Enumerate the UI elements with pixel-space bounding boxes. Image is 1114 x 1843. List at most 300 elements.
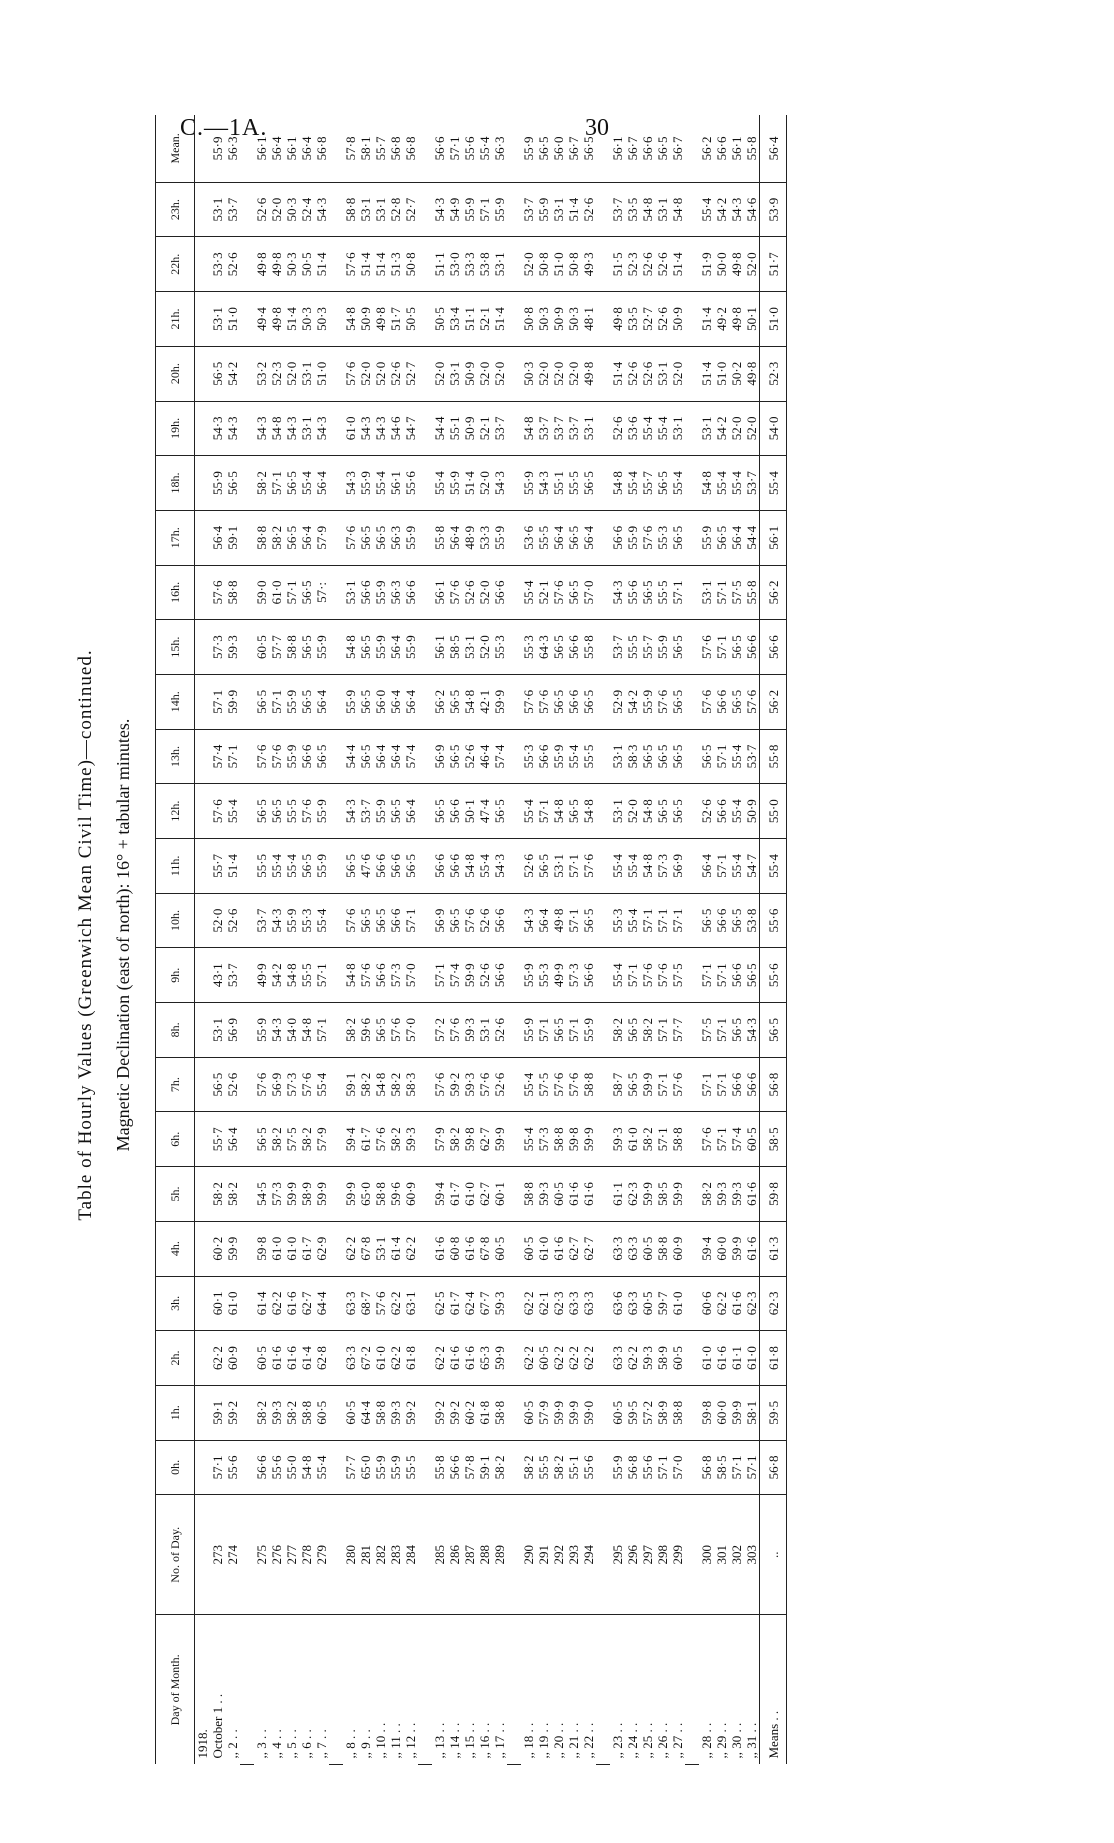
hourly-value: 56·5 [358,510,373,565]
empty-cell [685,115,699,182]
hourly-value: 61·1 [610,1167,625,1222]
hourly-value: 56·4 [314,674,329,729]
hourly-value: 53·5 [625,292,640,347]
hourly-value: 59·5 [625,1385,640,1440]
day-number: 276 [269,1495,284,1615]
hourly-value: 64·4 [358,1385,373,1440]
hourly-value: 59·9 [462,948,477,1003]
hourly-value: 57·1 [714,729,729,784]
hourly-value: 60·1 [492,1167,507,1222]
hourly-value: 56·4 [225,1112,240,1167]
hourly-value: 56·6 [714,893,729,948]
hourly-value: 58·8 [551,1112,566,1167]
table-row [373,115,388,1765]
hourly-value: 56·5 [655,729,670,784]
hourly-value: 53·6 [625,401,640,456]
empty-cell [195,674,211,729]
hourly-value: 56·4 [403,784,418,839]
hourly-value: 54·8 [670,182,685,237]
hourly-value: 62·7 [581,1221,596,1276]
column-header: 19h. [156,401,195,456]
empty-cell [240,1221,254,1276]
hourly-value: 53·1 [492,237,507,292]
hourly-value: 55·9 [314,784,329,839]
hourly-value: 56·5 [625,1003,640,1058]
hourly-value: 51·4 [284,292,299,347]
hourly-value: 64·3 [536,620,551,675]
hourly-value: 54·3 [521,893,536,948]
hourly-value: 57·6 [447,1003,462,1058]
empty-cell [596,1615,610,1765]
hourly-value: 50·9 [462,346,477,401]
hourly-value: 56·3 [388,565,403,620]
hourly-value: 58·2 [299,1112,314,1167]
empty-cell [685,510,699,565]
day-of-month: ,, 18 . . [521,1722,536,1759]
empty-cell [596,674,610,729]
hourly-value: 56·2 [699,115,714,182]
empty-cell [418,1167,432,1222]
hourly-value: 56·7 [566,115,581,182]
hourly-value: 59·9 [729,1385,744,1440]
hourly-value: 52·0 [521,237,536,292]
day-of-month: ,, 19 . . [536,1722,551,1759]
hourly-value: 56·9 [432,729,447,784]
hourly-value: 55·9 [373,1440,388,1495]
empty-cell [507,1167,521,1222]
hourly-value: 55·4 [477,839,492,894]
empty-cell [596,237,610,292]
hourly-value: 57·6 [210,784,225,839]
hourly-value: 53·1 [299,346,314,401]
hourly-value: 56·1 [729,115,744,182]
empty-cell [418,1112,432,1167]
hourly-value: 52·3 [269,346,284,401]
hourly-value: 54·6 [744,182,760,237]
hourly-value: 57·7 [343,1440,358,1495]
empty-cell [596,893,610,948]
hourly-value: 52·0 [477,620,492,675]
hourly-value: 59·9 [225,1221,240,1276]
empty-cell [329,456,343,511]
mean-value: 51·0 [760,292,787,347]
hourly-value: 55·8 [581,620,596,675]
hourly-value: 55·9 [521,456,536,511]
hourly-value: 57·4 [403,729,418,784]
hourly-value: 57·1 [210,1440,225,1495]
hourly-value: 58·8 [254,510,269,565]
hourly-value: 56·5 [670,674,685,729]
day-number: 293 [566,1495,581,1615]
hourly-value: 53·0 [447,237,462,292]
hourly-value: 55·6 [640,1440,655,1495]
hourly-value: 56·5 [314,729,329,784]
hourly-value: 55·6 [581,1440,596,1495]
hourly-value: 50·1 [462,784,477,839]
hourly-value: 50·8 [536,237,551,292]
empty-cell [240,1615,254,1765]
day-number: 287 [462,1495,477,1615]
hourly-value: 62·2 [403,1221,418,1276]
mean-value: 51·7 [760,237,787,292]
empty-cell [195,182,211,237]
hourly-value: 52·0 [551,346,566,401]
hourly-value: 63·3 [625,1221,640,1276]
hourly-value: 57·1 [477,182,492,237]
hourly-value: 55·5 [254,839,269,894]
hourly-value: 56·4 [581,510,596,565]
empty-cell [685,237,699,292]
hourly-value: 57·1 [314,1003,329,1058]
hourly-value: 60·0 [714,1221,729,1276]
hourly-value: 59·9 [314,1167,329,1222]
empty-cell [685,1276,699,1331]
hourly-value: 52·6 [492,1003,507,1058]
means-day-number: .. [760,1495,787,1615]
hourly-value: 55·9 [521,948,536,1003]
hourly-value: 61·6 [714,1331,729,1386]
hourly-value: 54·3 [225,401,240,456]
column-header: 18h. [156,456,195,511]
hourly-value: 59·9 [492,674,507,729]
hourly-value: 56·6 [492,948,507,1003]
hourly-value: 56·5 [373,893,388,948]
hourly-value: 57·1 [655,893,670,948]
hourly-value: 50·3 [566,292,581,347]
empty-cell [418,115,432,182]
empty-cell [596,1112,610,1167]
hourly-value: 57·6 [699,1112,714,1167]
hourly-value: 58·5 [655,1167,670,1222]
hourly-value: 58·8 [670,1112,685,1167]
day-number: 275 [254,1495,269,1615]
hourly-value: 62·3 [744,1276,760,1331]
day-of-month: ,, 23 . . [610,1722,625,1759]
hourly-value: 53·1 [610,784,625,839]
empty-cell [418,1495,432,1615]
empty-cell [507,1057,521,1112]
hourly-value: 61·0 [625,1112,640,1167]
empty-cell [329,1615,343,1765]
hourly-value: 62·7 [477,1167,492,1222]
hourly-value: 53·7 [492,401,507,456]
hourly-value: 56·6 [447,1440,462,1495]
means-label: Means . . [760,1615,787,1765]
hourly-value: 56·8 [314,115,329,182]
header-row [156,115,195,1765]
hourly-value: 55·9 [210,456,225,511]
empty-cell [596,839,610,894]
hourly-value: 50·5 [299,237,314,292]
hourly-value: 52·0 [358,346,373,401]
hourly-value: 51·3 [388,237,403,292]
hourly-value: 56·9 [225,1003,240,1058]
empty-cell [329,674,343,729]
hourly-value: 49·8 [729,292,744,347]
empty-cell [195,784,211,839]
empty-cell [596,1276,610,1331]
empty-cell [240,893,254,948]
hourly-value: 58·2 [254,1385,269,1440]
hourly-value: 53·7 [225,182,240,237]
hourly-value: 55·8 [432,1440,447,1495]
hourly-value: 59·3 [225,620,240,675]
empty-cell [418,948,432,1003]
hourly-value: 53·8 [477,237,492,292]
hourly-value: 60·5 [254,620,269,675]
hourly-value: 56·5 [403,839,418,894]
hourly-value: 56·4 [373,729,388,784]
hourly-value: 55·0 [284,1440,299,1495]
hourly-value: 57·6 [462,893,477,948]
mean-value: 56·8 [760,1057,787,1112]
table-row [225,115,240,1765]
hourly-value: 52·9 [610,674,625,729]
mean-value: 53·9 [760,182,787,237]
hourly-value: 60·5 [343,1385,358,1440]
hourly-value: 55·9 [314,839,329,894]
hourly-value: 57·4 [492,729,507,784]
hourly-value: 59·9 [566,1385,581,1440]
hourly-value: 57·1 [536,1003,551,1058]
table-row [536,115,551,1765]
mean-value: 55·0 [760,784,787,839]
hourly-value: 57·4 [210,729,225,784]
hourly-value: 55·9 [447,456,462,511]
empty-cell [240,620,254,675]
hourly-value: 55·5 [284,784,299,839]
hourly-value: 57·6 [551,1057,566,1112]
hourly-value: 55·4 [225,784,240,839]
hourly-value: 53·1 [699,401,714,456]
hourly-value: 57·8 [462,1440,477,1495]
empty-cell [240,674,254,729]
hourly-value: 56·5 [655,784,670,839]
hourly-value: 57·1 [729,1440,744,1495]
empty-cell [596,1057,610,1112]
empty-cell [507,1495,521,1615]
hourly-value: 55·6 [269,1440,284,1495]
hourly-value: 63·6 [610,1276,625,1331]
column-header: 20h. [156,346,195,401]
empty-cell [195,839,211,894]
hourly-value: 56·6 [640,115,655,182]
hourly-value: 49·9 [254,948,269,1003]
table-row [521,115,536,1765]
day-of-month: ,, 28 . . [699,1722,714,1759]
hourly-value: 56·5 [729,620,744,675]
empty-cell [596,510,610,565]
hourly-value: 56·4 [729,510,744,565]
empty-cell [418,839,432,894]
empty-cell [329,1331,343,1386]
hourly-value: 57·1 [655,1112,670,1167]
hourly-value: 52·0 [284,346,299,401]
hourly-value: 55·4 [521,1057,536,1112]
hourly-value: 53·1 [447,346,462,401]
hourly-value: 60·5 [670,1331,685,1386]
hourly-value: 52·6 [655,237,670,292]
hourly-value: 59·9 [670,1167,685,1222]
hourly-value: 55·9 [254,1003,269,1058]
hourly-value: 57·6 [699,674,714,729]
hourly-value: 67·7 [477,1276,492,1331]
hourly-value: 56·6 [388,893,403,948]
empty-cell [596,784,610,839]
mean-value: 55·6 [760,948,787,1003]
hourly-value: 59·9 [640,1167,655,1222]
empty-cell [596,346,610,401]
hourly-value: 60·5 [492,1221,507,1276]
hourly-value: 54·2 [269,948,284,1003]
hourly-value: 56·4 [551,510,566,565]
hourly-value: 56·6 [581,948,596,1003]
hourly-value: 61·6 [269,1331,284,1386]
hourly-value: 61·8 [477,1385,492,1440]
hourly-value: 55·9 [521,1003,536,1058]
hourly-value: 58·8 [373,1167,388,1222]
hourly-value: 57·1 [269,674,284,729]
hourly-value: 55·5 [403,1440,418,1495]
hourly-value: 54·6 [388,401,403,456]
hourly-value: 54·8 [343,948,358,1003]
hourly-value: 59·7 [655,1276,670,1331]
hourly-value: 57·1 [447,115,462,182]
hourly-value: 55·4 [610,839,625,894]
hourly-value: 57·9 [314,510,329,565]
hourly-value: 56·4 [447,510,462,565]
hourly-value: 53·1 [343,565,358,620]
hourly-value: 50·5 [403,292,418,347]
hourly-value: 59·2 [225,1385,240,1440]
hourly-value: 55·7 [210,1112,225,1167]
empty-cell [240,237,254,292]
hourly-value: 52·1 [477,401,492,456]
hourly-value: 53·1 [373,1221,388,1276]
empty-cell [596,729,610,784]
hourly-value: 60·2 [462,1385,477,1440]
hourly-value: 57·6 [210,565,225,620]
hourly-value: 58·2 [358,1057,373,1112]
hourly-value: 57·6 [744,674,760,729]
empty-cell [596,1003,610,1058]
hourly-value: 56·5 [714,510,729,565]
mean-value: 56·1 [760,510,787,565]
hourly-value: 59·9 [581,1112,596,1167]
hourly-value: 56·6 [729,948,744,1003]
hourly-value: 58·8 [373,1385,388,1440]
hourly-value: 52·6 [462,565,477,620]
hourly-value: 56·1 [388,456,403,511]
hourly-value: 56·9 [269,1057,284,1112]
hourly-value: 55·9 [610,1440,625,1495]
hourly-value: 56·8 [625,1440,640,1495]
mean-value: 55·8 [760,729,787,784]
empty-cell [329,115,343,182]
day-of-month: October 1 . . [210,1693,225,1759]
empty-cell [418,510,432,565]
hourly-value: 60·9 [225,1331,240,1386]
table-title: Table of Hourly Values (Greenwich Mean Civil Time)—continued. [75,649,96,1221]
hourly-value: 57·1 [714,1057,729,1112]
empty-cell [507,1385,521,1440]
hourly-value: 49·4 [254,292,269,347]
hourly-value: 57·6 [551,565,566,620]
column-header: 16h. [156,565,195,620]
empty-cell [329,729,343,784]
hourly-value: 52·0 [744,401,760,456]
hourly-value: 55·3 [521,620,536,675]
empty-cell [240,401,254,456]
column-header: 12h. [156,784,195,839]
hourly-value: 57·3 [388,948,403,1003]
hourly-value: 59·9 [225,674,240,729]
empty-cell [195,1440,211,1495]
hourly-value: 54·3 [373,401,388,456]
hourly-value: 56·5 [343,839,358,894]
hourly-value: 56·5 [655,456,670,511]
mean-value: 56·4 [760,115,787,182]
hourly-value: 52·1 [536,565,551,620]
hourly-value: 52·0 [536,346,551,401]
hourly-value: 54·3 [254,401,269,456]
hourly-value: 63·1 [403,1276,418,1331]
hourly-value: 62·3 [625,1167,640,1222]
hourly-value: 59·4 [699,1221,714,1276]
hourly-value: 57·0 [581,565,596,620]
hourly-value: 56·5 [670,620,685,675]
day-number: 289 [492,1495,507,1615]
hourly-value: 61·0 [269,565,284,620]
hourly-value: 53·1 [299,401,314,456]
day-of-month: ,, 5 . . [284,1729,299,1759]
table-body [195,115,787,1765]
hourly-value: 57·6 [254,729,269,784]
day-of-month: ,, 2 . . [225,1729,240,1759]
hourly-value: 56·3 [492,115,507,182]
hourly-value: 62·2 [210,1331,225,1386]
mean-value: 56·2 [760,565,787,620]
empty-cell [507,729,521,784]
mean-value: 52·3 [760,346,787,401]
empty-cell [596,1495,610,1615]
hourly-value: 53·1 [210,182,225,237]
day-number: 278 [299,1495,314,1615]
hourly-value: 55·4 [521,784,536,839]
hourly-value: 60·5 [536,1331,551,1386]
empty-cell [329,510,343,565]
hourly-value: 57·0 [403,1003,418,1058]
hourly-value: 59·9 [551,1385,566,1440]
hourly-value: 56·6 [447,839,462,894]
empty-cell [596,456,610,511]
empty-cell [240,292,254,347]
hourly-value: 55·9 [284,893,299,948]
hourly-value: 56·1 [254,115,269,182]
hourly-value: 61·4 [254,1276,269,1331]
hourly-value: 56·5 [551,674,566,729]
hourly-value: 54·7 [744,839,760,894]
empty-cell [195,1385,211,1440]
empty-cell [240,1003,254,1058]
mean-value: 54·0 [760,401,787,456]
empty-cell [507,948,521,1003]
hourly-value: 54·3 [536,456,551,511]
hourly-value: 57·1 [566,1003,581,1058]
table-row [640,115,655,1765]
hourly-value: 51·1 [462,292,477,347]
hourly-value: 57·6 [254,1057,269,1112]
